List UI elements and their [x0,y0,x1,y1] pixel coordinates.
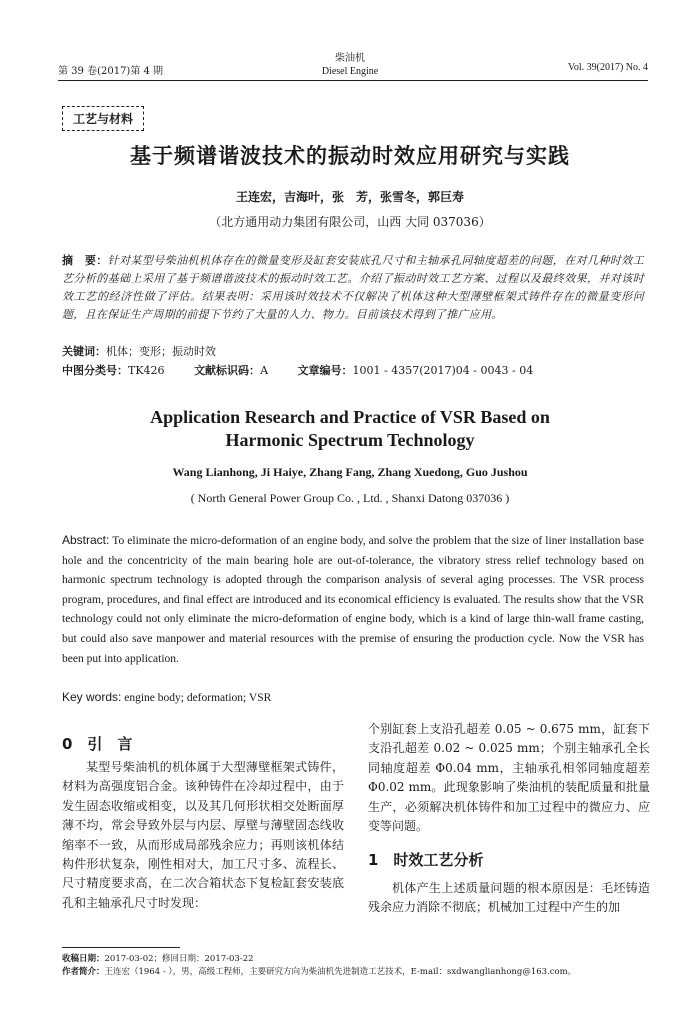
title-en-line1: Application Research and Practice of VSR Based on [150,407,550,427]
title-en [0,406,700,452]
header-rule [58,80,648,81]
clc-value: TK426 [128,364,165,377]
footnote-received [62,953,662,966]
authors-zh: 王连宏，吉海叶，张 芳，张雪冬，郭巨寿 [235,190,464,204]
affiliation-zh: （北方通用动力集团有限公司，山西 大同 037036） [209,215,491,229]
article-number-label: 文章编号： [297,364,353,377]
footnote-rule [62,947,180,948]
section-heading-aging: 1 时效工艺分析 [368,851,484,869]
title-zh: 基于频谱谐波技术的振动时效应用研究与实践 [130,144,570,168]
doc-code-label: 文献标识码： [194,364,261,377]
keywords-zh-label: 关键词： [62,345,106,358]
author-bio-label: 作者简介： [62,967,105,977]
body-paragraph-intro-cont: 个别缸套上支沿孔超差 0.05 ~ 0.675 mm，缸套下支沿孔超差 0.02 ~ 0.025 mm；个别主轴承孔全长同轴度超差 Φ0.04 mm，主轴承孔相邻同轴度超差 Φ0.02 mm。此现象影响了柴油机的装配质量和批量生产，必须解决机体铸件和加工过程中的微应力、应变等问题。 [368,722,650,834]
affiliation-en: ( North General Power Group Co. , Ltd. , Shanxi Datong 037036 ) [190,491,510,505]
title-en-line2: Harmonic Spectrum Technology [225,430,475,450]
keywords-en-text: engine body; deformation; VSR [124,692,272,704]
abstract-zh-text: 针对某型号柴油机机体存在的微量变形及缸套安装底孔尺寸和主轴承孔同轴度超差的问题，在对几种时效工艺分析的基础上采用了基于频谱谐波技术的振动时效工艺。介绍了振动时效工艺方案、过程以及最终效果，并对该时效工艺的经济性做了评估。结果表明：采用该时效技术不仅解决了机体这种大型薄壁框架式铸件存在的微量变形问题，且在保证生产周期的前提下节约了大量的人力、物力。目前该技术得到了推广应用。 [62,254,644,321]
header-volume-zh: 第 39 卷(2017)第 4 期 [58,66,164,77]
body-paragraph-aging: 机体产生上述质量问题的根本原因是：毛坯铸造残余应力消除不彻底；机械加工过程中产生的加 [368,881,650,915]
keywords-en [62,690,644,704]
received-label: 收稿日期： [62,954,105,964]
abstract-zh [62,252,644,324]
classification-line [62,362,662,378]
abstract-zh-label: 摘 要： [62,254,108,267]
author-bio-text: 王连宏（1964 - ），男，高级工程师，主要研究方向为柴油机先进制造工艺技术，E-mail：sxdwanglianhong@163.com。 [104,967,577,977]
keywords-zh [62,343,644,359]
abstract-en [62,531,644,669]
header-journal-en: Diesel Engine [321,66,379,77]
header-volume-en: Vol. 39(2017) No. 4 [567,62,648,73]
section-heading-intro: 0 引 言 [62,735,133,753]
clc-label: 中图分类号： [62,364,128,377]
column-label: 工艺与材料 [62,106,144,131]
header-journal-zh: 柴油机 [335,53,365,64]
received-text: 2017-03-02；修回日期：2017-03-22 [104,954,254,964]
article-number-value: 1001 - 4357(2017)04 - 0043 - 04 [352,364,534,377]
doc-code-value: A [260,364,269,377]
body-paragraph-intro: 某型号柴油机的机体属于大型薄壁框架式铸件，材料为高强度铝合金。该种铸件在冷却过程中，由于发生固态收缩或相变，以及其几何形状相交处断面厚薄不均，常会导致外层与内层、厚壁与薄壁固态线收缩率不一致，从而形成局部残余应力；再则该机体结构件形状复杂，刚性相对大，加工尺寸多、流程长、尺寸精度要求高，在二次合箱状态下复检缸套安装底孔和主轴承孔尺寸时发现： [62,760,344,910]
footnote-author [62,966,662,979]
authors-en: Wang Lianhong, Ji Haiye, Zhang Fang, Zhang Xuedong, Guo Jushou [172,465,528,479]
abstract-en-text: To eliminate the micro-deformation of an engine body, and solve the problem that the size of liner installation base hole and the concentricity of the main bearing hole are out-of-tolerance, the vibratory stress relief technology based on harmonic spectrum technology is adopted through the comparison analysis of several aging processes. The VSR process program, procedures, and final effect are introduced and its economical efficiency is evaluated. The results show that the VSR technology could not only eliminate the micro-deformation of engine body, which is a kind of large thin-wall frame casting, but could also save manpower and material resources with the premise of ensuring the production cycle. Now the VSR has been put into application. [62,535,645,665]
keywords-en-label: Key words: [62,690,122,704]
abstract-en-label: Abstract: [62,533,110,547]
keywords-zh-text: 机体；变形；振动时效 [106,345,216,358]
